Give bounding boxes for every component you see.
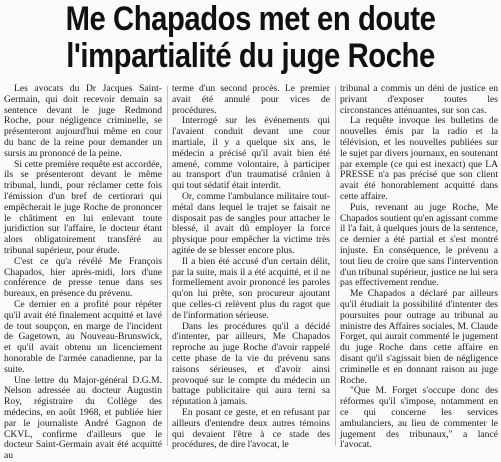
paragraph: Ce dernier en a profité pour répéter qu'il avait été finalement acquitté et lavé de tout soupçon, en marge de l'incident de Gagetown, au Nouveau-Brunswick, et qu'il avait obtenu un licenciement honorable de l'armée canadienne, par la suite. xyxy=(4,298,162,375)
paragraph: Interrogé sur les événements qui l'avaient conduit devant une cour martiale, il y a quelque six ans, le médecin a précisé qu'il avait bien été amené, comme volontaire, à participer au transport d'un traumatisé crânien à qui tout sédatif était interdit. xyxy=(172,115,330,192)
paragraph: Si cette première requête est accordée, ils se présenteront devant le même tribunal, lundi, pour réclamer cette fois l'émission d'un bref de certiorari qui empêcherait le juge Roche de prononcer le châtiment en lui enlevant toute juridiction sur l'affaire, le docteur étant alors obligatoirement transféré au tribunal supérieur, pour étude. xyxy=(4,158,162,256)
article-column-1 xyxy=(4,83,162,462)
paragraph: Les avocats du Dr Jacques Saint-Germain, qui doit recevoir demain sa sentence devant le juge Redmond Roche, pour négligence criminelle, se présenteront aujourd'hui même en cour du banc de la reine pour demander un sursis au prononcé de la peine. xyxy=(4,83,162,159)
paragraph: Puis, revenant au juge Roche, Me Chapados soutient qu'en agissant comme il l'a fait, à quelques jours de la sentence, ce dernier a été partial et s'est montré injuste. En conséquence, le prévenu a tout lieu de croire que sans l'intervention d'un tribunal supérieur, justice ne lui sera pas effectivement rendue. xyxy=(340,201,498,289)
paragraph: En posant ce geste, et en refusant par ailleurs d'entendre deux autres témoins qui devaient l'être à ce stade des procédures, de dire l'avocat, le xyxy=(172,406,330,451)
paragraph: Il a bien été accusé d'un certain délit, par la suite, mais il a été acquitté, et il ne formellement avoir prononcé les paroles qu'on lui prête, son procureur ajoutant que celles-ci relèvent plus du ragot que de l'information sérieuse. xyxy=(172,255,330,321)
paragraph: C'est ce qu'a révélé Me François Chapados, hier après-midi, lors d'une conférence de presse tenue dans ses bureaux, en présence du prévenu. xyxy=(4,255,162,300)
paragraph: terme d'un second procès. Le premier avait été annulé pour vices de procédures. xyxy=(172,83,330,116)
article-column-2 xyxy=(172,84,330,449)
paragraph: Une lettre du Major-général D.G.M. Nelson adressée au docteur Augustin Roy, régistraire du Collège des médecins, en août 1968, et publiée hier par le journaliste André Gagnon de CKVL, confirme d'ailleurs que le docteur Saint-Germain avait été acquitté au xyxy=(4,374,162,462)
headline-line-1: Me Chapados met en doute xyxy=(65,0,436,38)
paragraph: La requête invoque les bulletins de nouvelles émis par la radio et la télévision, et les nouvelles publiées sur le sujet par divers journaux, en soutenant par exemple (ce qui est inexact) que LA PRESSE n'a pas précisé que son client avait été honorablement acquitté dans cette affaire. xyxy=(340,115,498,202)
article-body xyxy=(4,83,498,462)
paragraph: Dans les procédures qu'il a décidé d'intenter, par ailleurs, Me Chapados reproche au juge Roche d'avoir rappelé cette phase de la vie du prévenu sans raisons sérieuses, et d'avoir ainsi provoqué sur le compte du médecin un battage publicitaire qui aura terni sa réputation à jamais. xyxy=(172,320,330,408)
paragraph: Me Chapados a déclaré par ailleurs qu'il étudiait la possibilité d'intenter des poursuites pour outrage au tribunal au ministre des Affaires sociales, M. Claude Forget, qui aurait commenté le jugement du juge Roche dans cette affaire en disant qu'il s'agissait bien de négligence criminelle et en donnant raison au juge Roche. xyxy=(340,288,498,386)
paragraph: tribunal a commis un déni de justice en privant d'exposer toutes les circonstances atténuantes, sur son cas. xyxy=(340,83,498,116)
paragraph: "Que M. Forget s'occupe donc des réformes qu'il s'impose, notamment en ce qui concerne les services ambulanciers, au lieu de commenter le jugement des tribunaux," a lancé l'avocat. xyxy=(340,385,498,451)
headline-line-2: l'impartialité du juge Roche xyxy=(66,37,435,75)
paragraph: Or, comme l'ambulance militaire tout-métal dans lequel le trajet se faisait ne disposait pas de sangles pour attacher le blessé, il avait dû employer la force physique pour empêcher la victime très agitée de se blesser encore plus. xyxy=(172,190,330,256)
article-column-3 xyxy=(340,84,498,449)
